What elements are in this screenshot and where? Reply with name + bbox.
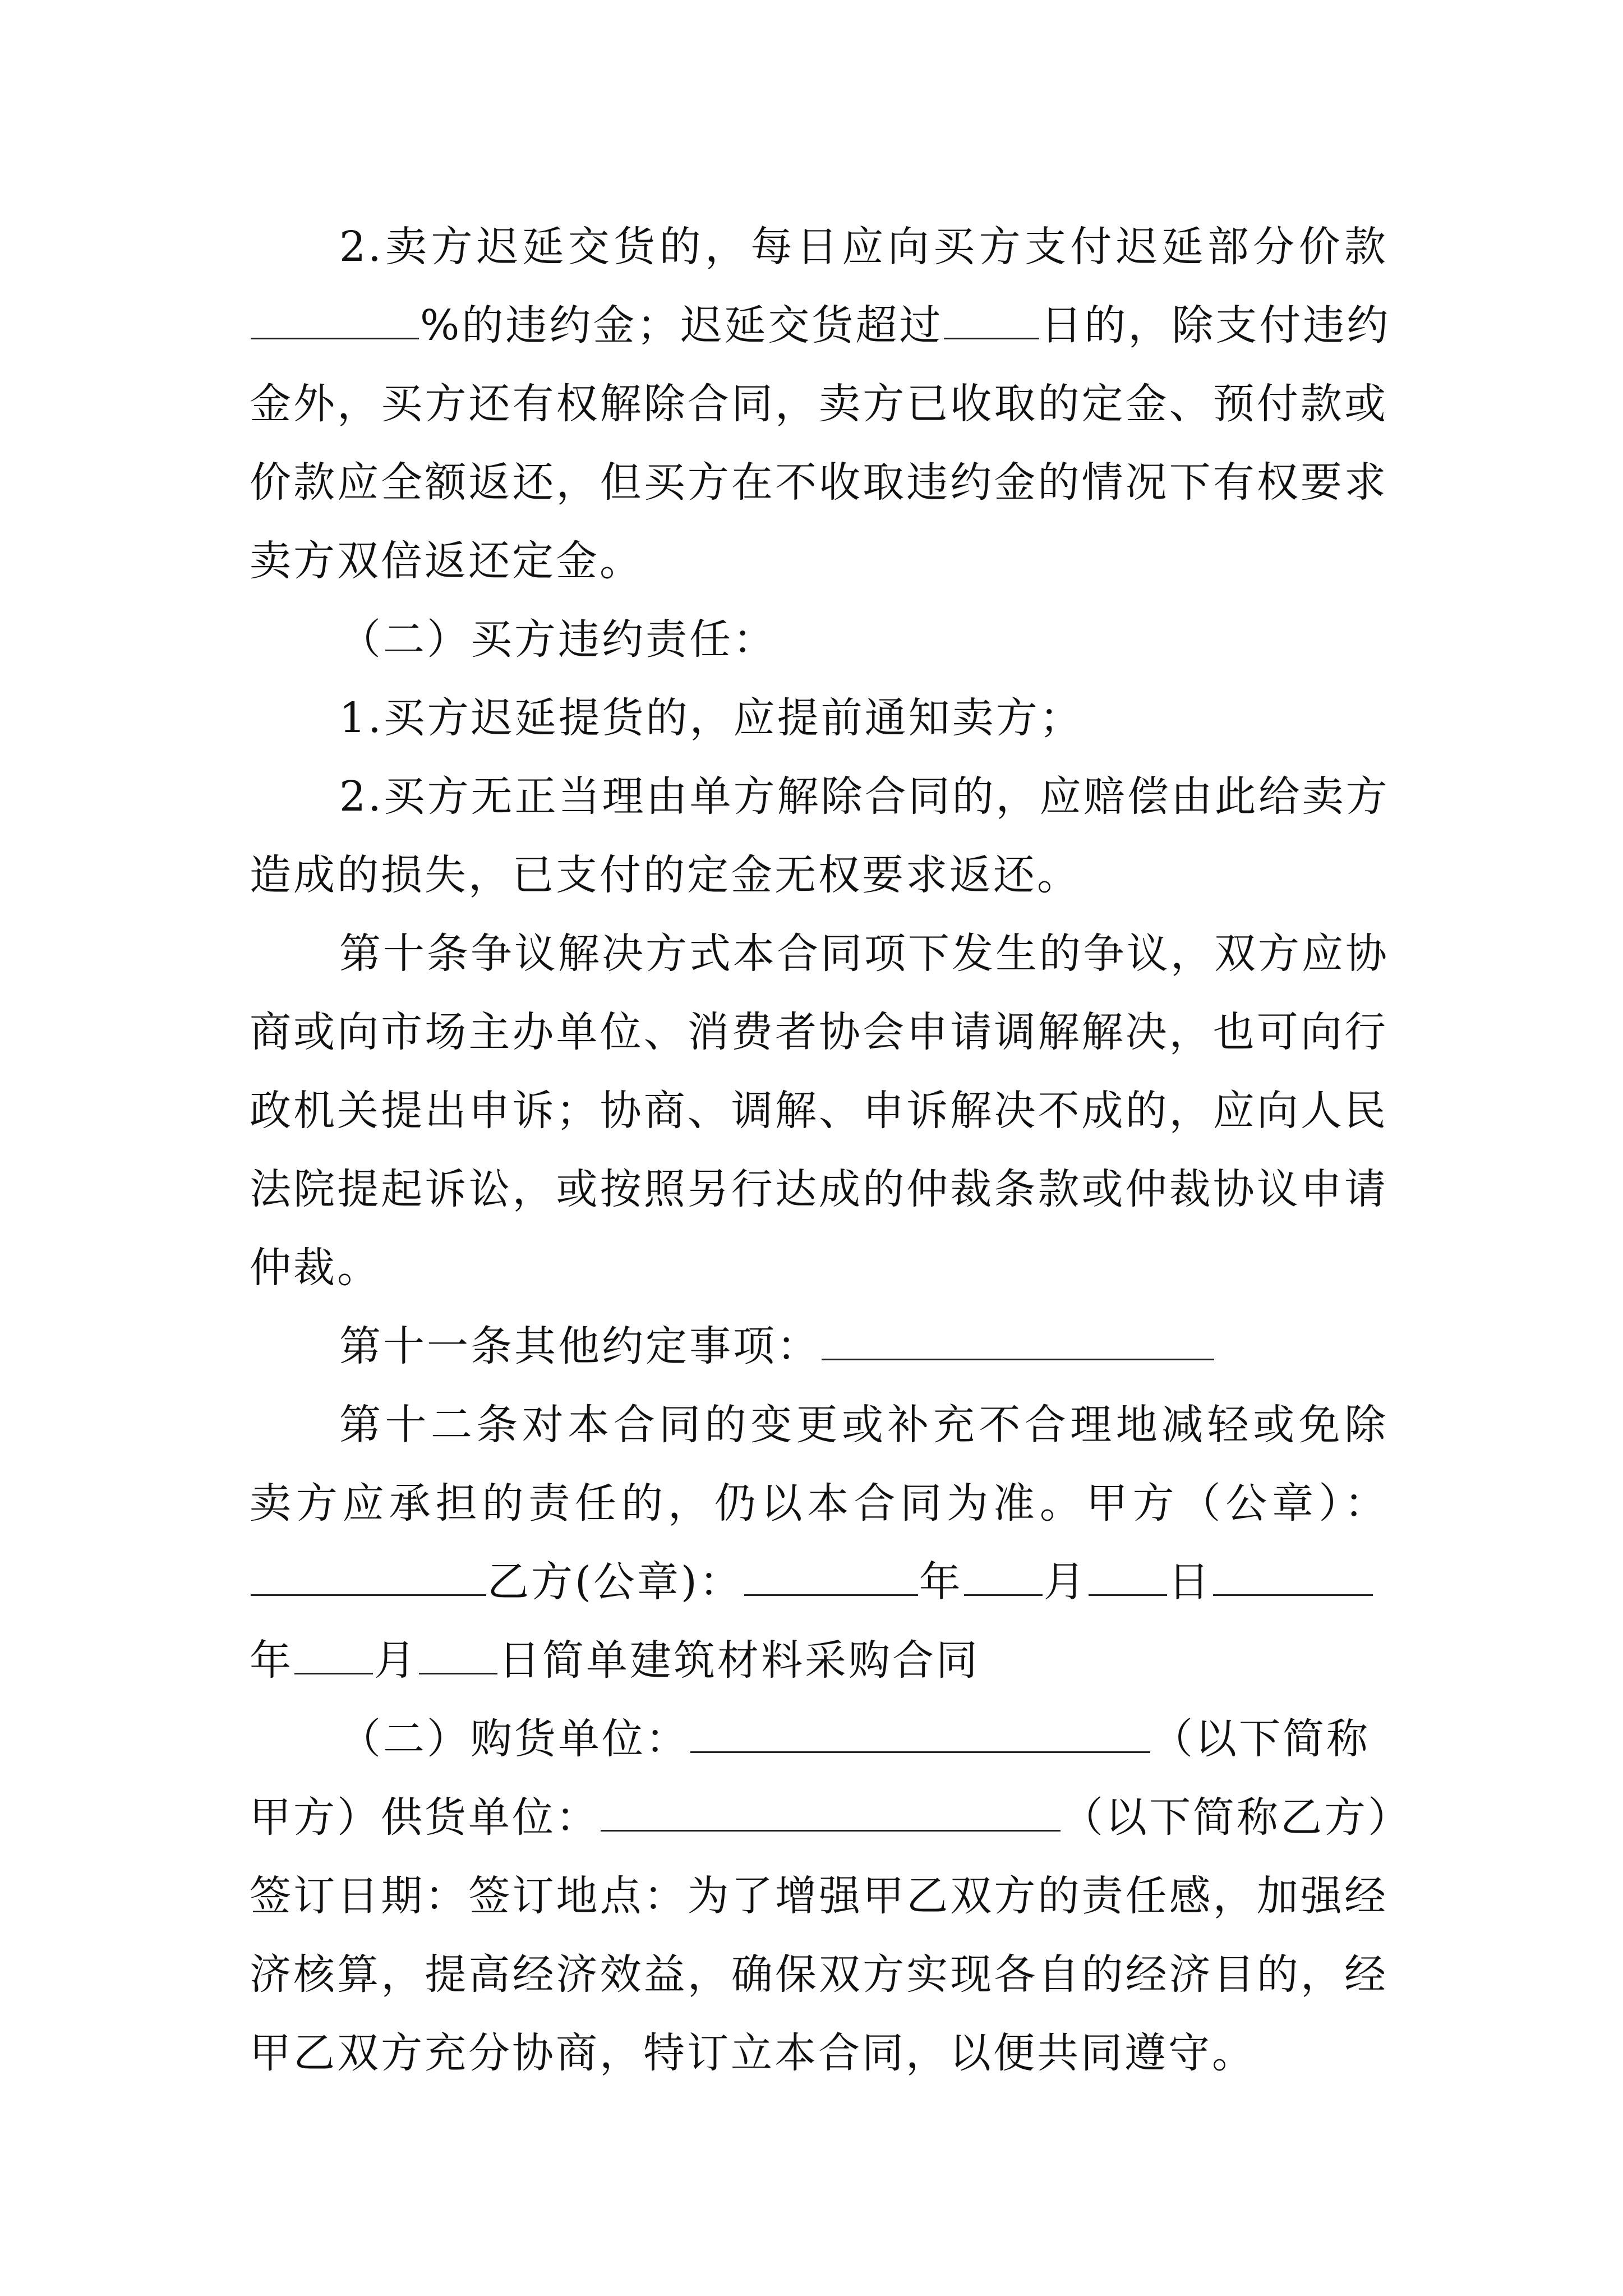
text-segment: 第十一条其他约定事项：: [339, 1322, 820, 1370]
blank-field: [294, 1632, 373, 1674]
text-segment: 年: [919, 1558, 963, 1606]
text-segment: 商或向市场主办单位、消费者协会申请调解解决，也可向行: [250, 1008, 1388, 1056]
text-segment: 年: [250, 1636, 293, 1685]
text-segment: %的违约金；迟延交货超过: [420, 301, 943, 349]
text-segment: 第十条争议解决方式本合同项下发生的争议，双方应协: [339, 930, 1389, 978]
text-line: [339, 757, 1388, 836]
text-segment: 甲乙双方充分协商，特订立本合同，以便共同遵守。: [250, 2029, 1256, 2077]
text-line: [339, 679, 1083, 757]
text-segment: 卖方双倍返还定金。: [250, 537, 643, 585]
section-heading: [339, 600, 777, 679]
text-segment: 济核算，提高经济效益，确保双方实现各自的经济目的，经: [250, 1950, 1388, 1999]
text-segment: 乙方(公章)：: [487, 1558, 743, 1606]
text-line: [339, 1386, 1388, 1464]
blank-field: [822, 1318, 1214, 1360]
text-segment: 造成的损失，已支付的定金无权要求返还。: [250, 851, 1081, 899]
blank-field: [1213, 1554, 1373, 1596]
blank-field: [964, 1554, 1043, 1596]
blank-field: [601, 1789, 1061, 1832]
text-line: [250, 2014, 1256, 2092]
text-segment: 月: [374, 1636, 418, 1685]
text-line: [250, 443, 1388, 522]
text-segment: 签订日期：签订地点：为了增强甲乙双方的责任感，加强经: [250, 1872, 1388, 1920]
text-line: [250, 365, 1388, 443]
blank-field: [251, 297, 419, 339]
blank-field: [251, 1554, 486, 1596]
text-segment: 卖方应承担的责任的，仍以本合同为准。甲方（公章）：: [250, 1479, 1388, 1527]
text-segment: 月: [1043, 1558, 1087, 1606]
text-segment: 日: [1168, 1558, 1212, 1606]
text-segment: 金外，买方还有权解除合同，卖方已收取的定金、预付款或: [250, 380, 1388, 428]
text-line: [250, 836, 1081, 914]
text-segment: （以下简称: [1151, 1715, 1370, 1763]
text-line: [250, 1935, 1388, 2014]
text-line: [250, 522, 643, 600]
text-segment: （以下简称乙方）: [1062, 1793, 1412, 1842]
blank-field: [690, 1711, 1150, 1753]
signature-line: [250, 1621, 980, 1700]
text-line: [250, 993, 1388, 1071]
blank-field: [944, 297, 1039, 339]
text-segment: 日的，除支付违约: [1040, 301, 1391, 349]
text-line: [250, 1778, 1412, 1857]
blank-field: [1089, 1554, 1167, 1596]
text-line: [339, 208, 1388, 286]
text-line: [250, 1150, 1388, 1228]
text-segment: 2.买方无正当理由单方解除合同的，应赔偿由此给卖方: [339, 772, 1390, 821]
text-line: [339, 1307, 1215, 1386]
text-line: [250, 1071, 1388, 1150]
text-segment: （二）购货单位：: [339, 1715, 689, 1763]
text-line: [339, 914, 1388, 993]
text-line: [250, 1464, 1388, 1543]
signature-line: [250, 1543, 1374, 1621]
text-segment: 2.卖方迟延交货的，每日应向买方支付迟延部分价款: [339, 223, 1388, 271]
text-line: [250, 1857, 1388, 1935]
text-segment: 1.买方迟延提货的，应提前通知卖方；: [339, 694, 1083, 742]
text-segment: 法院提起诉讼，或按照另行达成的仲裁条款或仲裁协议申请: [250, 1165, 1388, 1213]
text-segment: 第十二条对本合同的变更或补充不合理地减轻或免除: [339, 1401, 1388, 1449]
text-segment: 甲方）供货单位：: [250, 1793, 600, 1842]
blank-field: [744, 1554, 918, 1596]
text-line: [250, 286, 1390, 365]
text-segment: 政机关提出申诉；协商、调解、申诉解决不成的，应向人民: [250, 1087, 1388, 1135]
text-line: [250, 1228, 381, 1307]
text-segment: 仲裁。: [250, 1244, 381, 1292]
text-segment: 日简单建筑材料采购合同: [499, 1636, 980, 1685]
blank-field: [419, 1632, 497, 1674]
text-line: [339, 1700, 1370, 1778]
text-segment: （二）买方违约责任：: [339, 615, 777, 664]
text-segment: 价款应全额返还，但买方在不收取违约金的情况下有权要求: [250, 458, 1388, 507]
